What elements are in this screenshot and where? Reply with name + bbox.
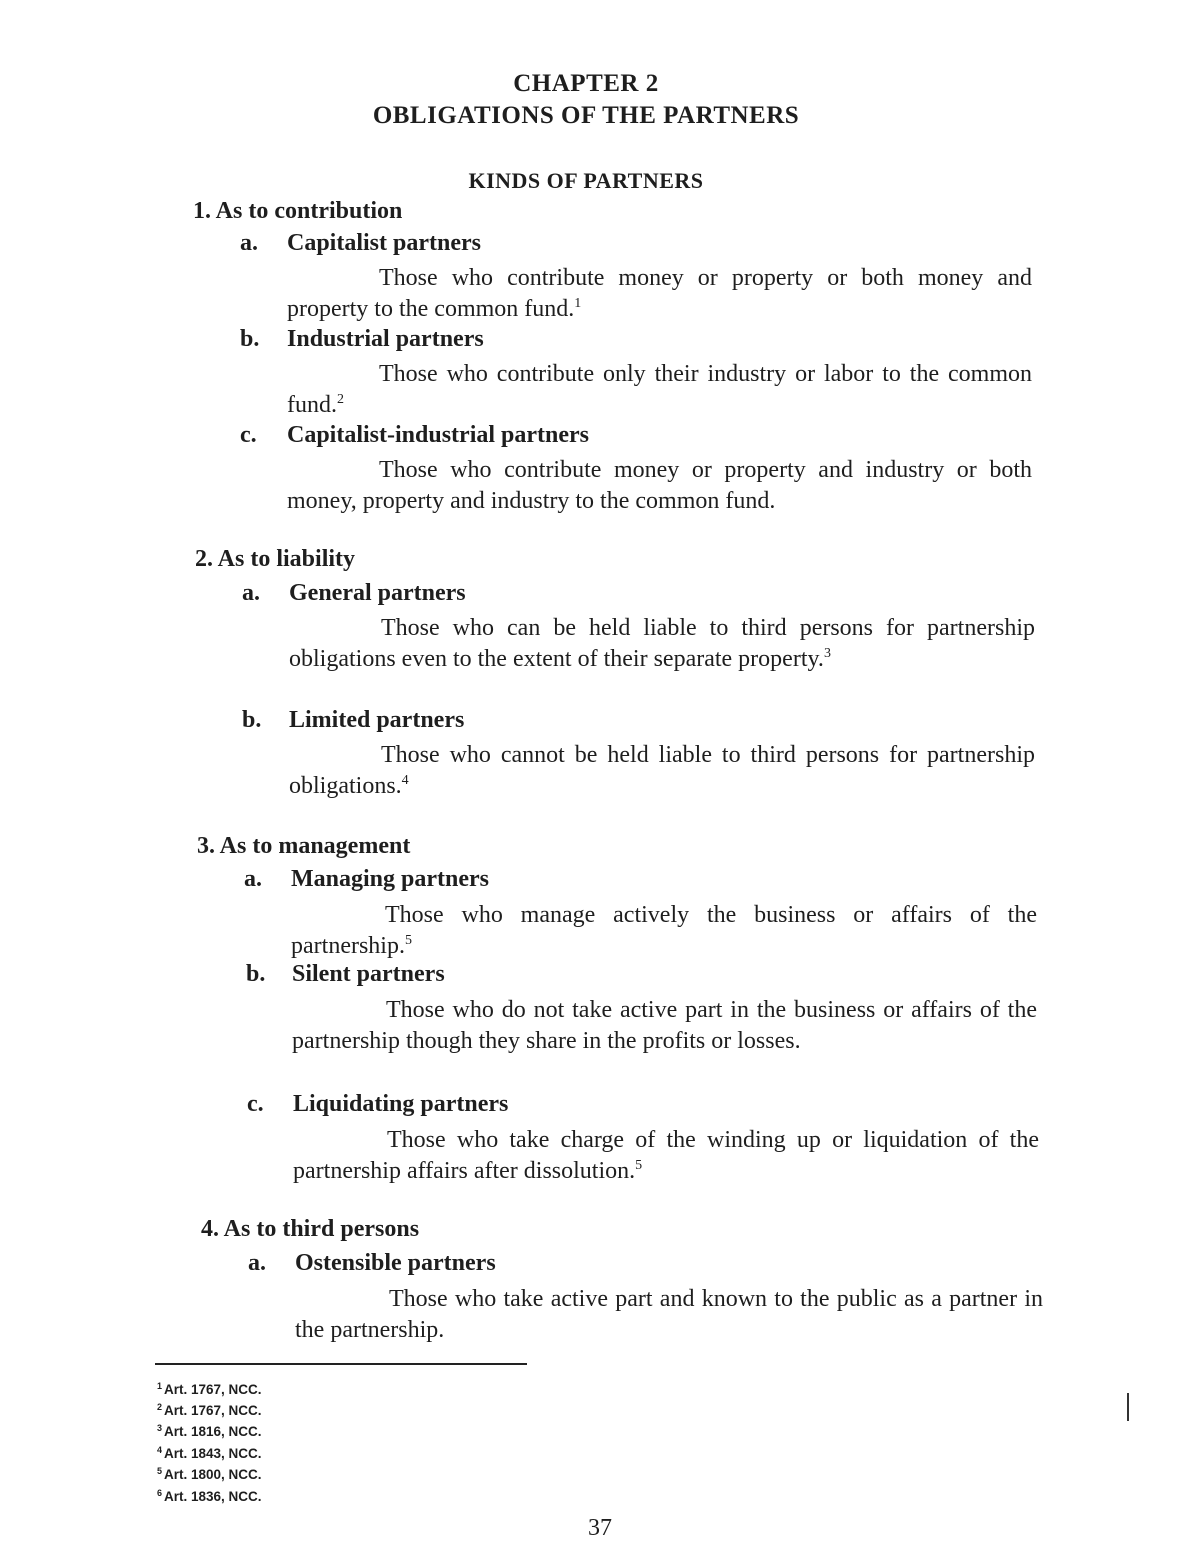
group-heading-contribution: 1. As to contribution — [193, 198, 403, 224]
item-letter: b. — [240, 326, 260, 352]
item-description — [287, 455, 1032, 517]
footnote-number: 4 — [157, 1444, 163, 1455]
footnote-number: 1 — [157, 1380, 163, 1391]
item-title-managing-partners: Managing partners — [291, 866, 489, 892]
footnote-ref: 3 — [823, 646, 831, 661]
footnote — [157, 1446, 262, 1461]
footnote-text: Art. 1800, NCC. — [164, 1467, 262, 1482]
item-description — [287, 263, 1032, 325]
footnote-ref: 5 — [635, 1158, 643, 1173]
chapter-number: CHAPTER 2 — [513, 70, 659, 97]
item-title-silent-partners: Silent partners — [292, 961, 445, 987]
section-heading: KINDS OF PARTNERS — [468, 168, 704, 193]
footnote-text: Art. 1767, NCC. — [164, 1382, 262, 1397]
item-letter: a. — [240, 230, 258, 256]
footnote-text: Art. 1836, NCC. — [164, 1489, 262, 1504]
description-text: Those who manage actively the business or affairs of the partnership. — [291, 902, 1037, 959]
item-letter: a. — [248, 1250, 266, 1276]
item-title-limited-partners: Limited partners — [289, 707, 465, 733]
item-description — [291, 900, 1037, 962]
description-text: Those who contribute money or property and industry or both money, property and industry to the common fund. — [287, 457, 1032, 514]
item-title-general-partners: General partners — [289, 580, 466, 606]
description-text: Those who do not take active part in the business or affairs of the partnership though they share in the profits or losses. — [292, 997, 1037, 1054]
item-description — [287, 359, 1032, 421]
item-letter: c. — [247, 1091, 264, 1117]
footnote — [157, 1382, 262, 1397]
group-heading-third-persons: 4. As to third persons — [201, 1216, 420, 1242]
footnote-ref: 5 — [404, 933, 412, 948]
description-text: Those who contribute money or property or both money and property to the common fund. — [287, 265, 1032, 322]
item-description — [292, 995, 1037, 1057]
item-letter: c. — [240, 422, 257, 448]
item-letter: b. — [246, 961, 266, 987]
chapter-title: OBLIGATIONS OF THE PARTNERS — [372, 102, 800, 129]
group-heading-liability: 2. As to liability — [195, 546, 356, 572]
item-description — [289, 740, 1035, 802]
item-title-liquidating-partners: Liquidating partners — [293, 1091, 509, 1117]
item-letter: b. — [242, 707, 262, 733]
footnote-number: 3 — [157, 1422, 163, 1433]
footnote-text: Art. 1843, NCC. — [164, 1446, 262, 1461]
footnote — [157, 1424, 262, 1439]
description-text: Those who contribute only their industry or labor to the common fund. — [287, 361, 1032, 418]
item-letter: a. — [242, 580, 260, 606]
item-description — [295, 1284, 1043, 1346]
footnote-text: Art. 1767, NCC. — [164, 1403, 262, 1418]
footnote-ref: 4 — [401, 773, 409, 788]
description-text: Those who take charge of the winding up or liquidation of the partnership affairs after dissolution. — [293, 1127, 1039, 1184]
item-title-capitalist-partners: Capitalist partners — [287, 230, 481, 256]
footnote-number: 6 — [157, 1487, 163, 1498]
footnote — [157, 1467, 262, 1482]
item-description — [289, 613, 1035, 675]
page-number: 37 — [588, 1515, 612, 1541]
footnote-number: 2 — [157, 1401, 163, 1412]
footnote-number: 5 — [157, 1465, 163, 1476]
footnote — [157, 1489, 262, 1504]
item-description — [293, 1125, 1039, 1187]
item-title-capitalist-industrial-partners: Capitalist-industrial partners — [287, 422, 590, 448]
item-letter: a. — [244, 866, 262, 892]
description-text: Those who can be held liable to third persons for partnership obligations even to the extent of their separate property. — [289, 615, 1035, 672]
description-text: Those who take active part and known to the public as a partner in the partnership. — [295, 1286, 1043, 1343]
footnote — [157, 1403, 262, 1418]
margin-mark — [1127, 1393, 1129, 1421]
description-text: Those who cannot be held liable to third persons for partnership obligations. — [289, 742, 1035, 799]
footnote-text: Art. 1816, NCC. — [164, 1424, 262, 1439]
item-title-industrial-partners: Industrial partners — [287, 326, 484, 352]
footnote-ref: 1 — [574, 296, 582, 311]
item-title-ostensible-partners: Ostensible partners — [295, 1250, 496, 1276]
footnote-divider — [155, 1363, 527, 1365]
group-heading-management: 3. As to management — [197, 833, 411, 859]
footnote-ref: 2 — [337, 392, 344, 407]
